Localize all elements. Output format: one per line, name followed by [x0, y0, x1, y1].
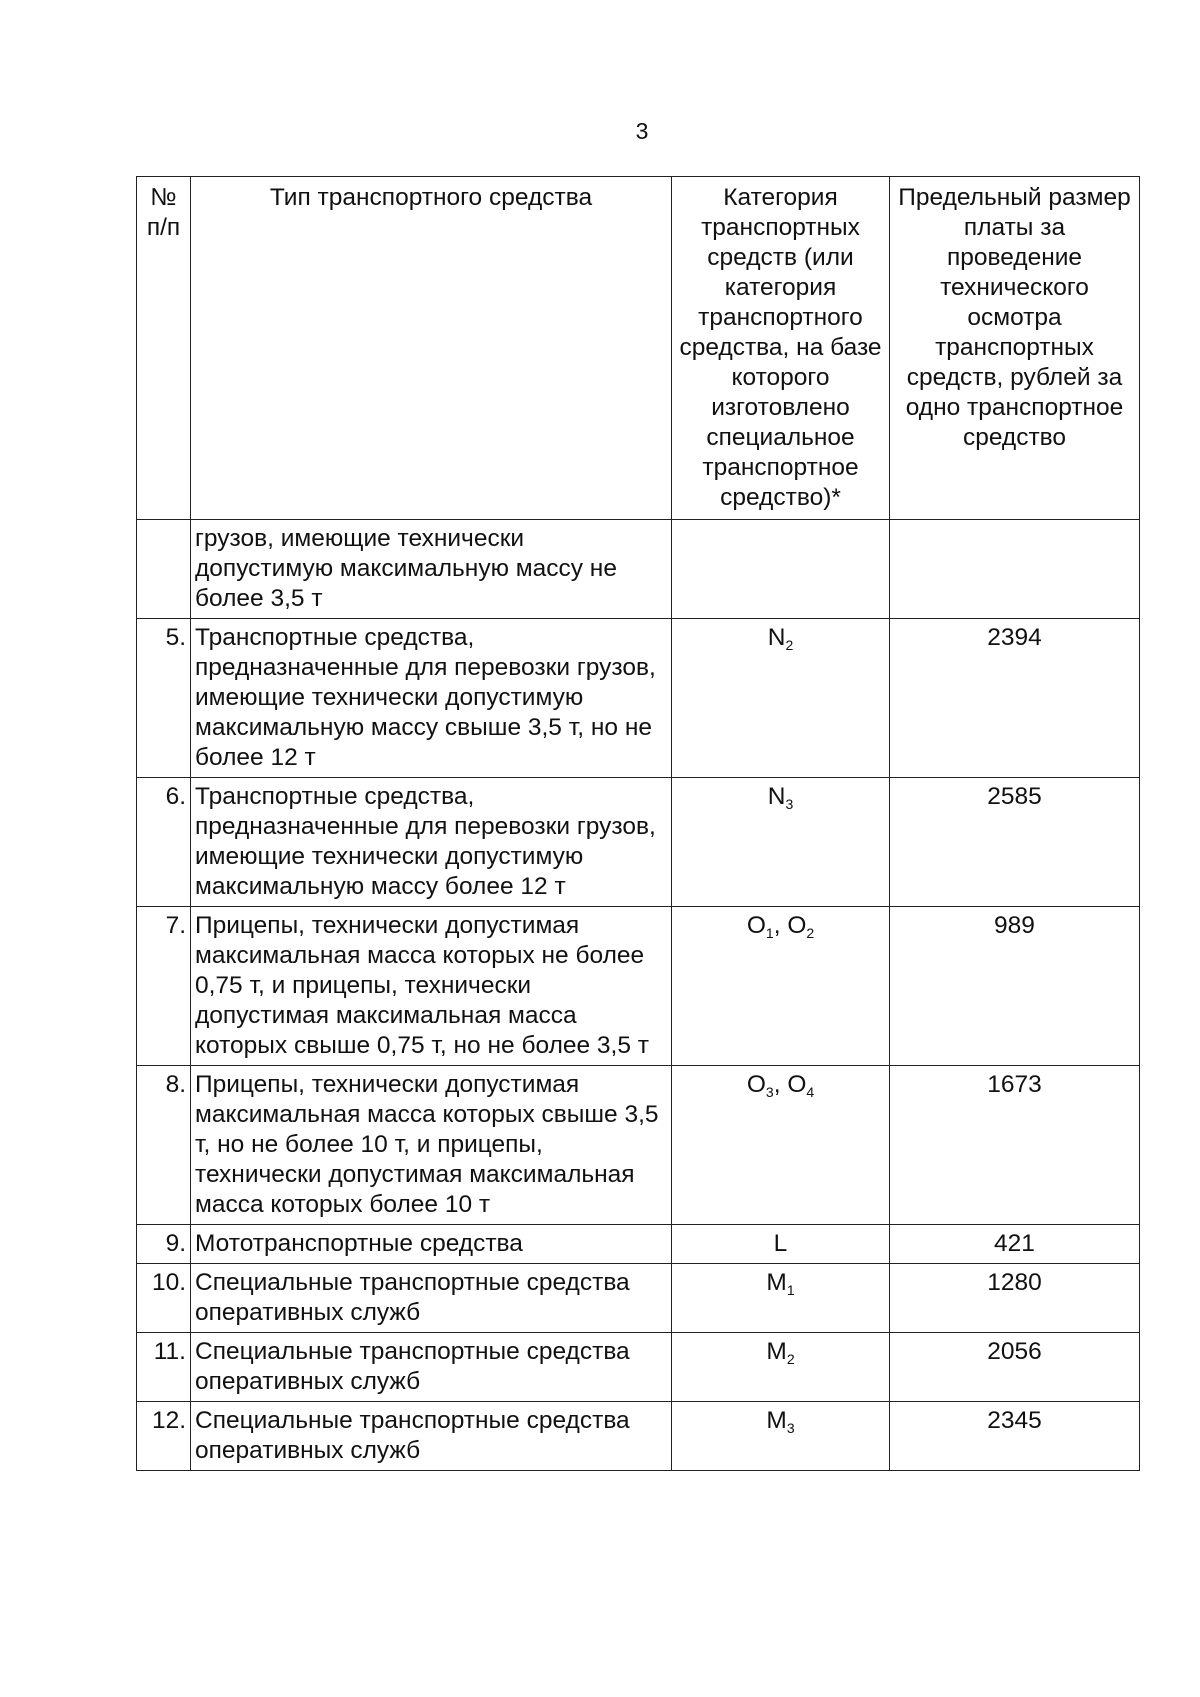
category-code: M [766, 1338, 787, 1365]
row-max-fee: 1280 [890, 1264, 1140, 1333]
category-index: 3 [785, 796, 794, 812]
category-code: O [746, 912, 766, 939]
row-number: 9. [137, 1225, 191, 1264]
row-category [672, 520, 890, 619]
category-code: N [767, 783, 786, 810]
header-vehicle-type: Тип транспортного средства [191, 177, 672, 520]
row-max-fee: 1673 [890, 1066, 1140, 1225]
row-number: 7. [137, 907, 191, 1066]
table-row [137, 520, 1140, 619]
row-category: $O_3$, $O_4$ [672, 1066, 890, 1225]
row-number: 6. [137, 778, 191, 907]
table-row [137, 1225, 1140, 1264]
row-max-fee: 2056 [890, 1333, 1140, 1402]
table-row [137, 1066, 1140, 1225]
row-category [672, 1333, 890, 1402]
row-category [672, 1264, 890, 1333]
row-number: 8. [137, 1066, 191, 1225]
row-max-fee: 2394 [890, 619, 1140, 778]
category-code: O [746, 1071, 766, 1098]
category-index: 3 [786, 1420, 795, 1436]
category-code: M [766, 1269, 787, 1296]
table-row [137, 1402, 1140, 1471]
row-number: 10. [137, 1264, 191, 1333]
row-max-fee: 2345 [890, 1402, 1140, 1471]
table-row [137, 778, 1140, 907]
row-max-fee: 989 [890, 907, 1140, 1066]
page-number: 3 [635, 118, 649, 144]
category-index: 1 [765, 925, 774, 941]
row-number: 12. [137, 1402, 191, 1471]
category-code: L [773, 1230, 788, 1257]
row-number: 5. [137, 619, 191, 778]
row-category [672, 619, 890, 778]
category-code: M [766, 1407, 787, 1434]
row-vehicle-type: Транспортные средства, предназначенные для перевозки грузов, имеющие технически допустимую максимальную массу более 12 т [191, 778, 672, 907]
row-vehicle-type: Транспортные средства, предназначенные для перевозки грузов, имеющие технически допустимую максимальную массу свыше 3,5 т, но не более 12 т [191, 619, 672, 778]
category-index: 3 [765, 1084, 774, 1100]
category-index: 1 [786, 1282, 795, 1298]
row-vehicle-type: Специальные транспортные средства оперативных служб [191, 1264, 672, 1333]
category-index: 2 [786, 1351, 795, 1367]
row-max-fee: 2585 [890, 778, 1140, 907]
category-code: N [767, 624, 786, 651]
category-index: 4 [806, 1084, 815, 1100]
row-number: 11. [137, 1333, 191, 1402]
table-header-row [137, 177, 1140, 520]
table-row [137, 1264, 1140, 1333]
header-number: № п/п [137, 177, 191, 520]
row-vehicle-type: Мототранспортные средства [191, 1225, 672, 1264]
row-category [672, 778, 890, 907]
row-number [137, 520, 191, 619]
row-vehicle-type: Специальные транспортные средства оперативных служб [191, 1402, 672, 1471]
row-max-fee [890, 520, 1140, 619]
row-category: $O_1$, $O_2$ [672, 907, 890, 1066]
table-row [137, 619, 1140, 778]
row-vehicle-type: Специальные транспортные средства оперативных служб [191, 1333, 672, 1402]
table-row [137, 907, 1140, 1066]
row-category [672, 1225, 890, 1264]
row-vehicle-type: Прицепы, технически допустимая максимальная масса которых не более 0,75 т, и прицепы, технически допустимая максимальная масса которых свыше 0,75 т, но не более 3,5 т [191, 907, 672, 1066]
header-max-fee: Предельный размер платы за проведение технического осмотра транспортных средств, рублей за одно транспортное средство [890, 177, 1140, 520]
category-index: 2 [785, 637, 794, 653]
header-category: Категория транспортных средств (или категория транспортного средства, на базе которого изготовлено специальное транспортное средство)* [672, 177, 890, 520]
row-vehicle-type: грузов, имеющие технически допустимую максимальную массу не более 3,5 т [191, 520, 672, 619]
row-max-fee: 421 [890, 1225, 1140, 1264]
row-vehicle-type: Прицепы, технически допустимая максимальная масса которых свыше 3,5 т, но не более 10 т, и прицепы, технически допустимая максимальная масса которых более 10 т [191, 1066, 672, 1225]
row-category [672, 1402, 890, 1471]
category-code: O [787, 1071, 807, 1098]
category-index: 2 [806, 925, 815, 941]
table-row [137, 1333, 1140, 1402]
category-code: O [787, 912, 807, 939]
fee-table [136, 176, 1140, 1471]
